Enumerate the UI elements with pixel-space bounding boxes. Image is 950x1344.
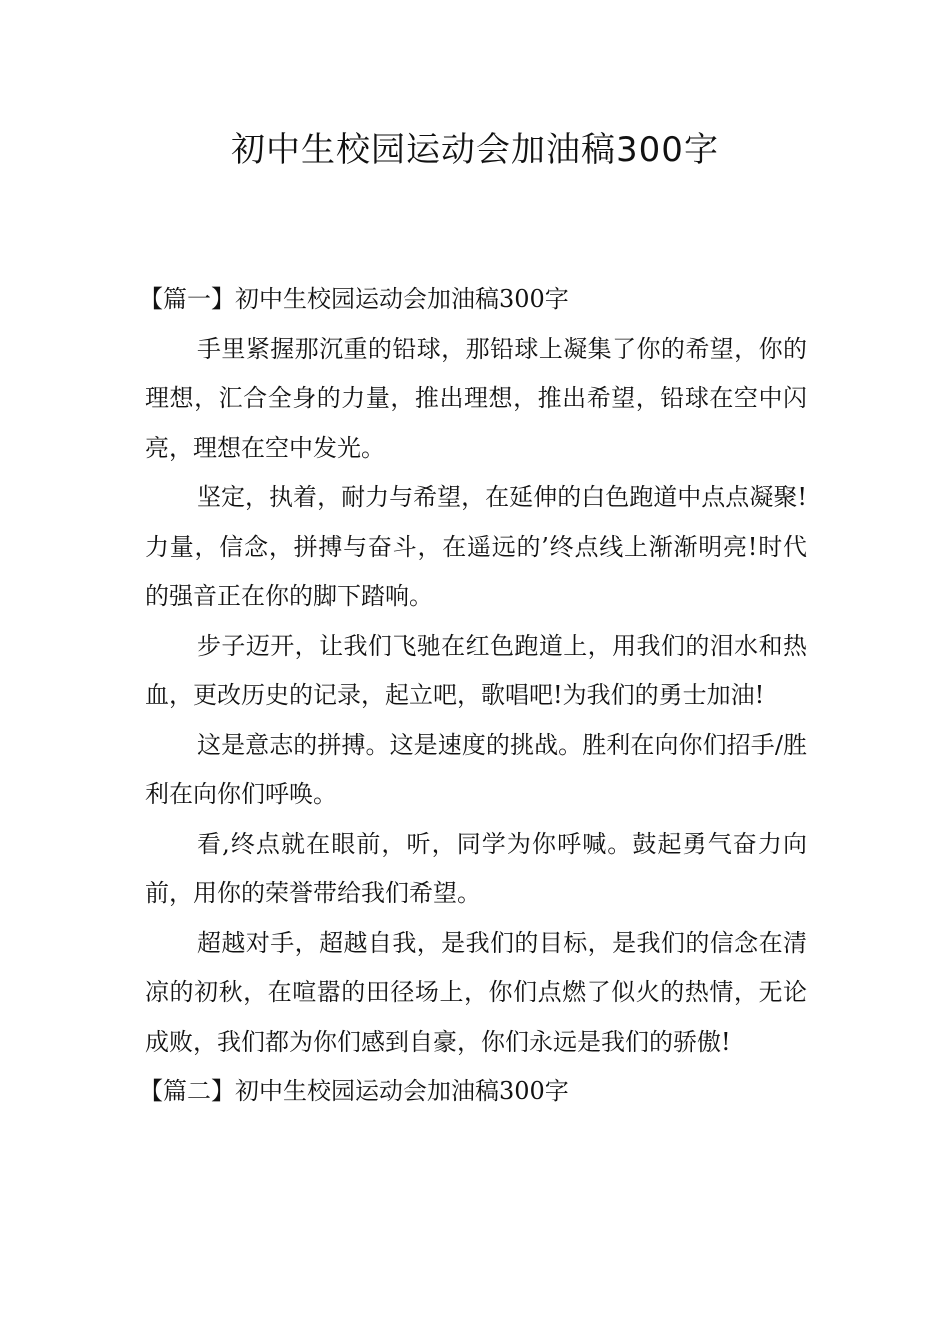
paragraph: 超越对手，超越自我，是我们的目标，是我们的信念在清凉的初秋，在喧嚣的田径场上，你们点燃了似火的热情，无论成败，我们都为你们感到自豪，你们永远是我们的骄傲!	[145, 928, 807, 1056]
paragraph: 手里紧握那沉重的铅球，那铅球上凝集了你的希望，你的理想，汇合全身的力量，推出理想，推出希望，铅球在空中闪亮，理想在空中发光。	[145, 334, 807, 462]
document-title: 初中生校园运动会加油稿300字	[231, 130, 719, 170]
paragraph: 这是意志的拼搏。这是速度的挑战。胜利在向你们招手/胜利在向你们呼唤。	[145, 730, 807, 808]
section-heading-2: 【篇二】初中生校园运动会加油稿300字	[139, 1077, 569, 1105]
paragraph: 步子迈开，让我们飞驰在红色跑道上，用我们的泪水和热血，更改历史的记录，起立吧，歌唱吧!为我们的勇士加油!	[145, 631, 807, 709]
document-body	[139, 275, 807, 1117]
paragraph: 坚定，执着，耐力与希望，在延伸的白色跑道中点点凝聚!力量，信念，拼搏与奋斗，在遥远的’终点线上渐渐明亮!时代的强音正在你的脚下踏响。	[145, 483, 807, 610]
section-heading-1: 【篇一】初中生校园运动会加油稿300字	[139, 285, 569, 313]
paragraph: 看,终点就在眼前，听，同学为你呼喊。鼓起勇气奋力向前，用你的荣誉带给我们希望。	[145, 829, 807, 907]
